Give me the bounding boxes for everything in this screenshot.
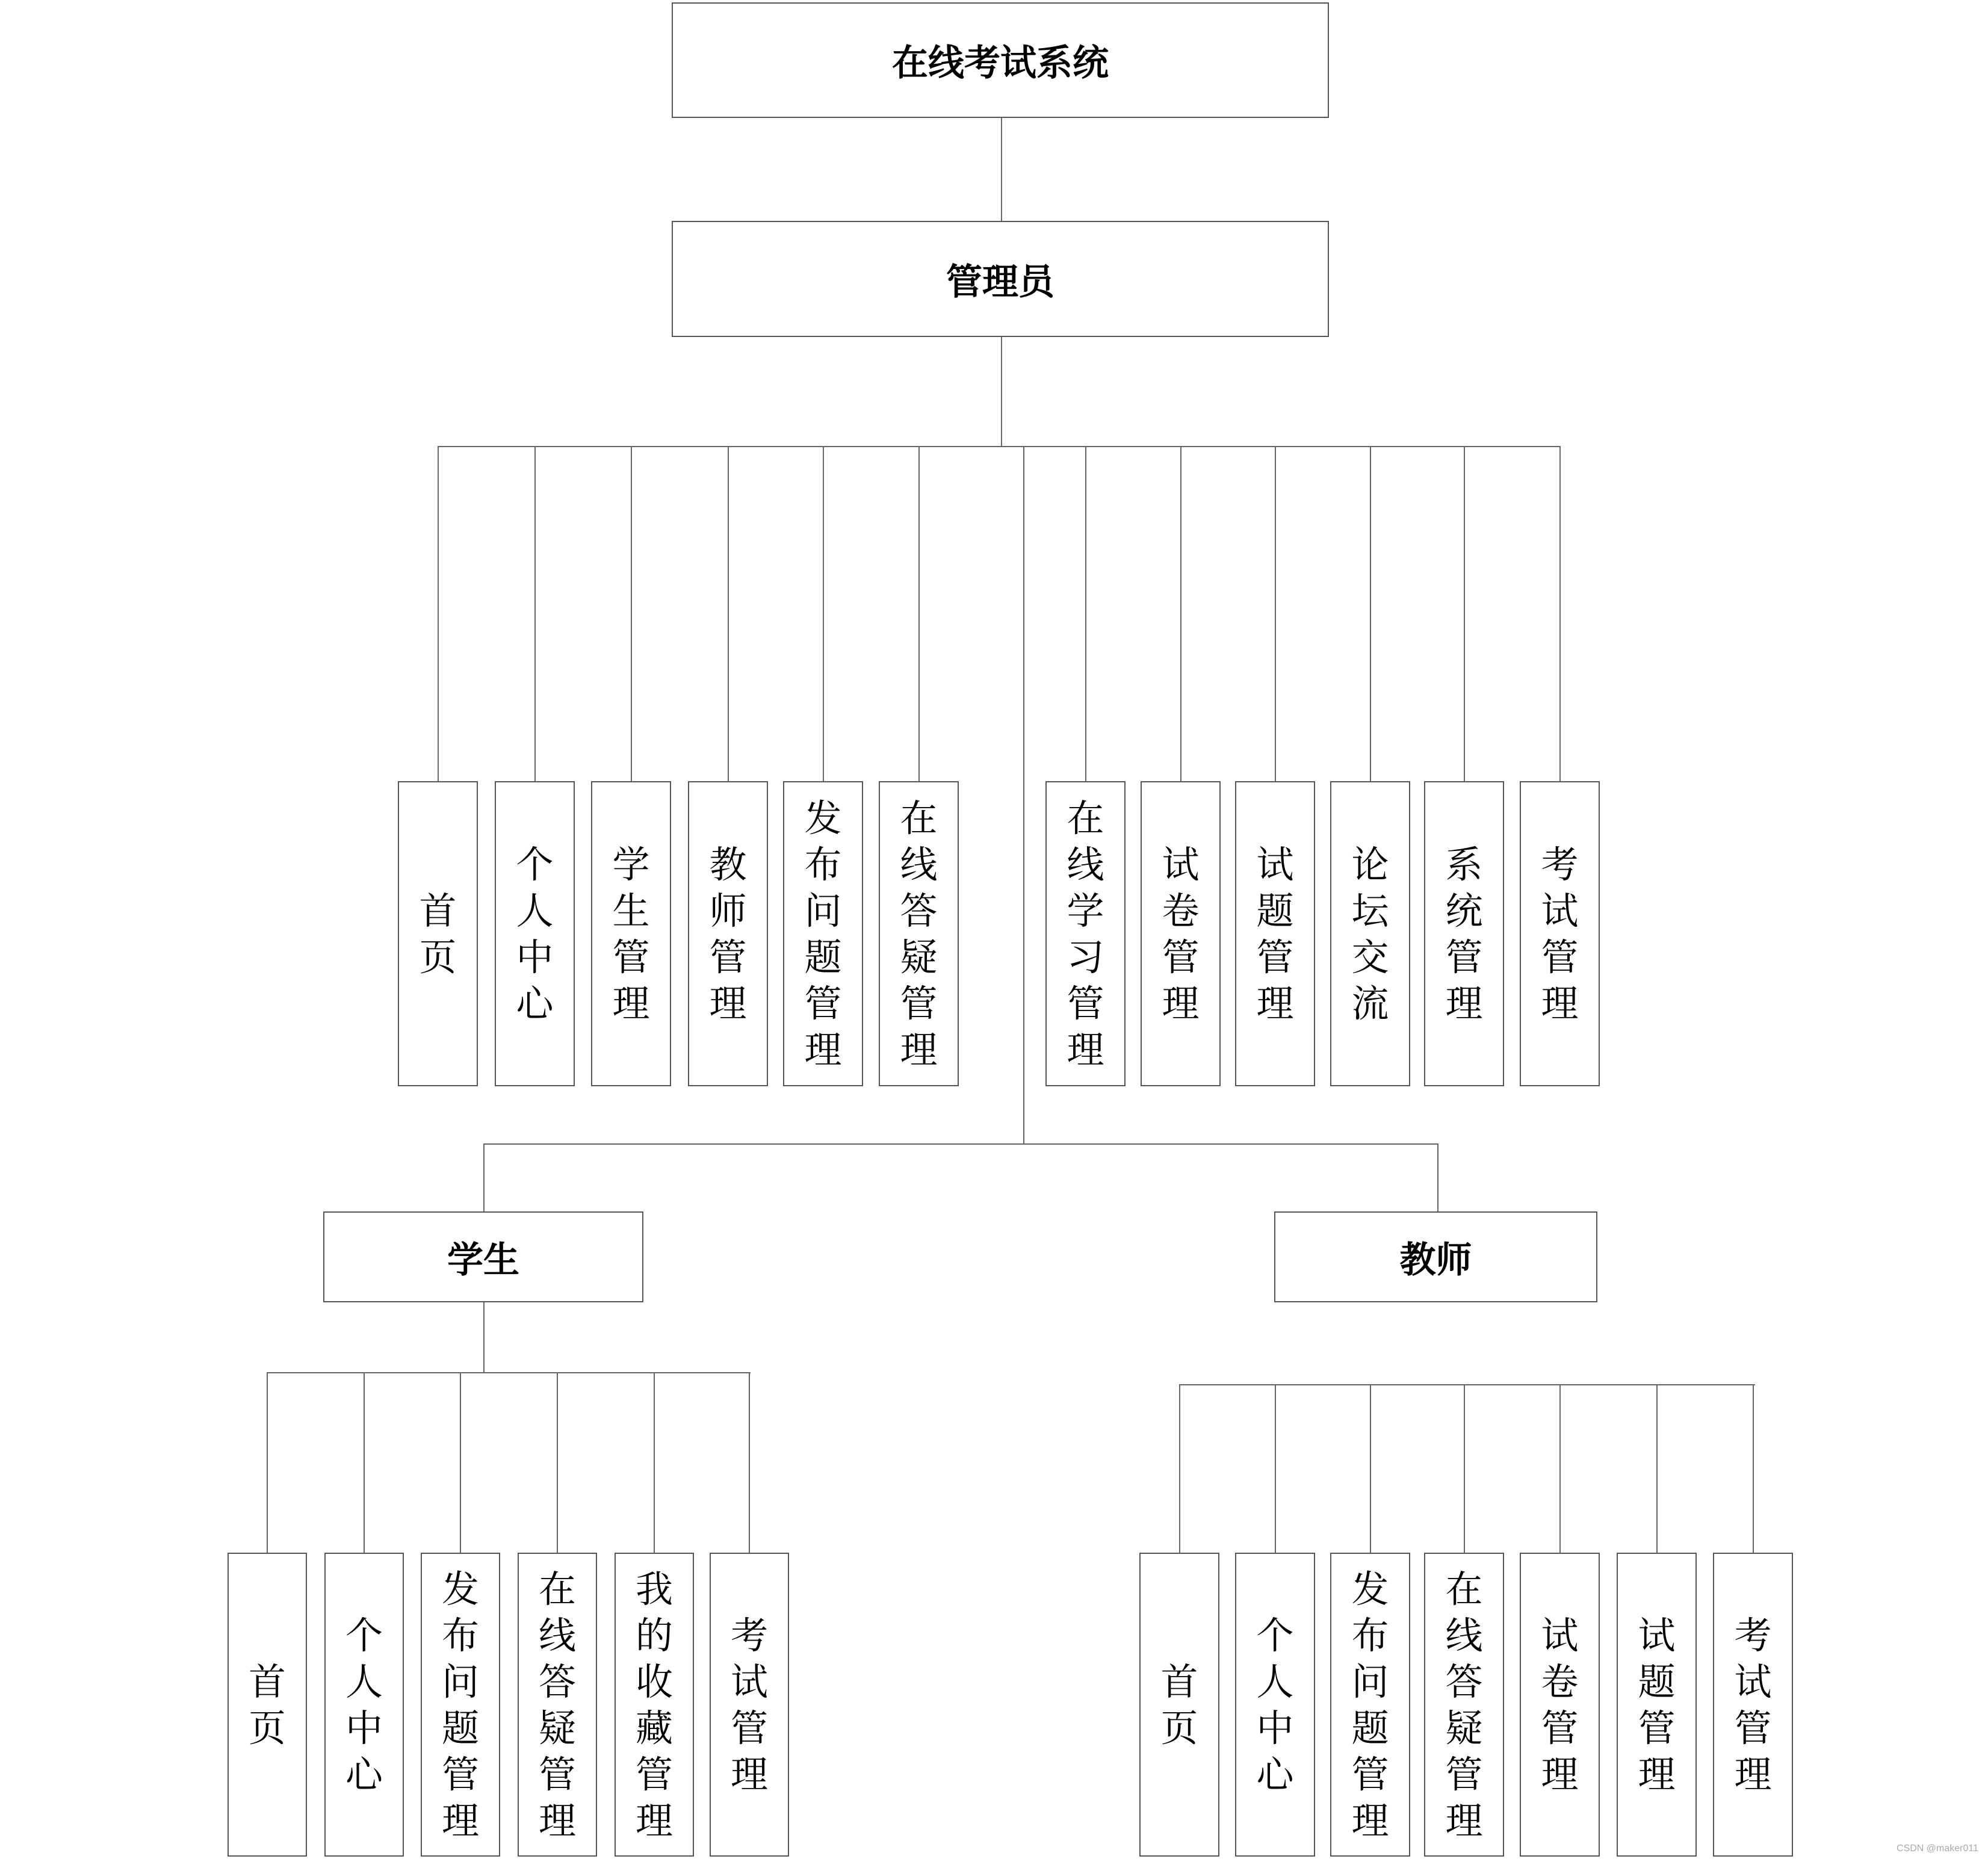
teacher-function-label: 首 页 [1160,1659,1198,1750]
connector [1179,1384,1180,1553]
student-function-node [710,1553,789,1857]
admin-function-node [783,781,863,1086]
connector [918,446,920,781]
student-function-label: 我 的 收 藏 管 理 [635,1567,673,1843]
root-label: 在线考试系统 [892,42,1109,84]
admin-function-label: 学 生 管 理 [612,842,650,1025]
connector [483,1143,485,1211]
teacher-function-node [1617,1553,1697,1857]
connector [1001,118,1002,221]
student-function-label: 个 人 中 心 [345,1613,383,1796]
connector [1464,446,1465,781]
connector [1437,1143,1438,1211]
admin-function-node [1424,781,1504,1086]
teacher-function-label: 试 卷 管 理 [1541,1613,1579,1796]
teacher-function-node [1330,1553,1410,1857]
connector [1180,446,1181,781]
teacher-function-label: 试 题 管 理 [1638,1613,1676,1796]
student-function-label: 考 试 管 理 [730,1613,768,1796]
admin-function-node [879,781,959,1086]
admin-function-label: 试 题 管 理 [1256,842,1294,1025]
admin-function-label: 论 坛 交 流 [1351,842,1389,1025]
connector [1085,446,1086,781]
admin-function-node [398,781,478,1086]
student-function-node [421,1553,500,1857]
connector [460,1372,461,1553]
connector [1275,446,1276,781]
admin-function-label: 首 页 [419,888,457,979]
teacher-function-node [1713,1553,1793,1857]
connector [557,1372,558,1553]
roles-bus [483,1143,1438,1145]
student-function-label: 发 布 问 题 管 理 [441,1567,479,1843]
admin-function-node [591,781,671,1086]
teacher-children-bus [1180,1384,1755,1385]
admin-function-label: 试 卷 管 理 [1162,842,1200,1025]
teacher-node [1274,1211,1597,1302]
connector [534,446,536,781]
admin-function-label: 系 统 管 理 [1445,842,1483,1025]
admin-function-label: 考 试 管 理 [1541,842,1579,1025]
student-function-node [324,1553,404,1857]
student-function-label: 首 页 [248,1659,286,1750]
connector [1464,1384,1465,1553]
admin-function-label: 在 线 学 习 管 理 [1067,796,1104,1072]
admin-function-node [688,781,768,1086]
connector [823,446,824,781]
connector [1370,446,1371,781]
admin-function-label: 发 布 问 题 管 理 [804,796,842,1072]
teacher-function-node [1235,1553,1315,1857]
watermark: CSDN @maker011 [1897,1843,1978,1854]
teacher-function-label: 考 试 管 理 [1734,1613,1772,1796]
connector [1023,446,1024,1143]
connector [1001,337,1002,446]
student-function-node [615,1553,694,1857]
connector [364,1372,365,1553]
admin-function-label: 在 线 答 疑 管 理 [900,796,938,1072]
admin-function-node [1141,781,1221,1086]
admin-function-label: 教 师 管 理 [709,842,747,1025]
teacher-function-node [1520,1553,1600,1857]
teacher-function-label: 发 布 问 题 管 理 [1351,1567,1389,1843]
connector [728,446,729,781]
connector [749,1372,750,1553]
teacher-function-node [1139,1553,1219,1857]
connector [1275,1384,1276,1553]
connector [631,446,632,781]
student-label: 学生 [447,1239,519,1281]
teacher-function-label: 在 线 答 疑 管 理 [1445,1567,1483,1843]
admin-node [672,221,1329,337]
root-node [672,2,1329,118]
admin-function-node [1045,781,1126,1086]
admin-function-node [1235,781,1315,1086]
student-children-bus [267,1372,751,1373]
student-node [323,1211,643,1302]
connector [1559,446,1561,781]
teacher-function-node [1424,1553,1504,1857]
admin-function-node [1520,781,1600,1086]
admin-children-bus [438,446,1560,447]
connector [438,446,439,781]
connector [267,1372,268,1553]
connector [654,1372,655,1553]
student-function-node [228,1553,307,1857]
teacher-function-label: 个 人 中 心 [1256,1613,1294,1796]
admin-function-node [1330,781,1410,1086]
connector [1370,1384,1371,1553]
connector [1656,1384,1658,1553]
connector [1559,1384,1561,1553]
admin-function-node [495,781,575,1086]
student-function-label: 在 线 答 疑 管 理 [538,1567,576,1843]
teacher-label: 教师 [1399,1239,1472,1281]
admin-label: 管理员 [946,261,1054,303]
admin-function-label: 个 人 中 心 [516,842,554,1025]
connector [483,1302,485,1372]
connector [1753,1384,1754,1553]
student-function-node [518,1553,597,1857]
